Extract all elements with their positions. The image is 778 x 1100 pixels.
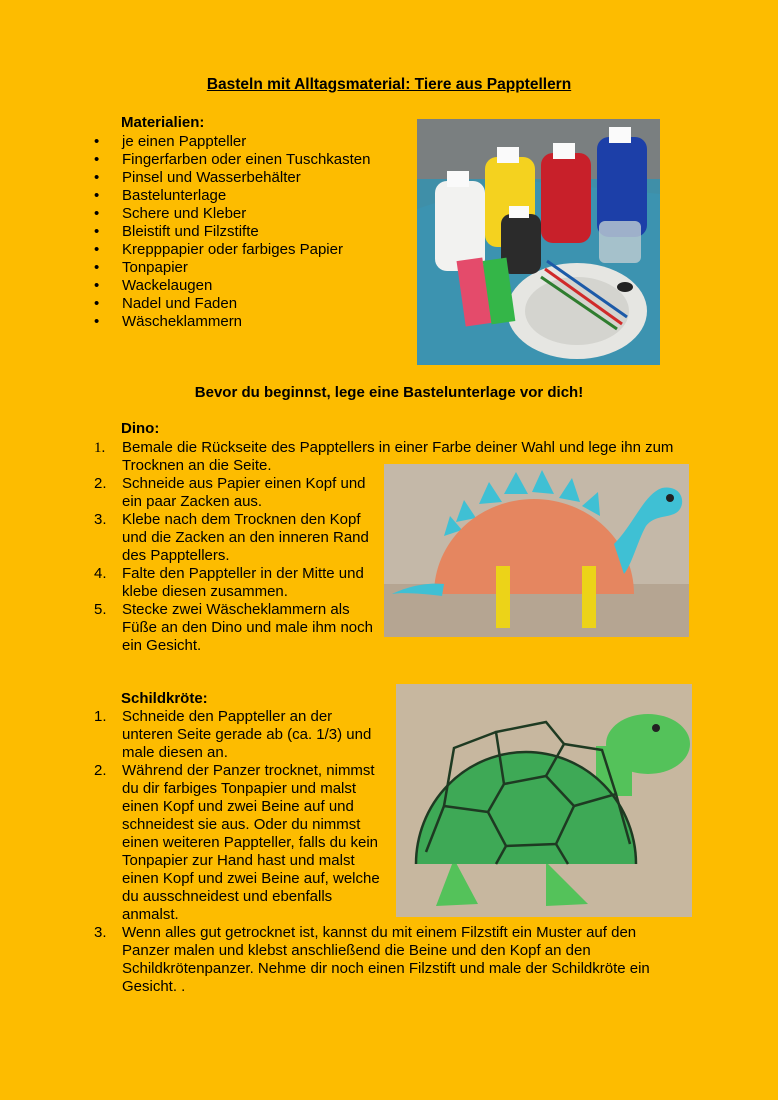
step-text: Klebe nach dem Trocknen den Kopf und die Zacken an den inneren Rand des Papptellers. <box>122 511 369 564</box>
material-item <box>94 241 414 259</box>
step-number: 3. <box>94 924 107 941</box>
step-text: Schneide aus Papier einen Kopf und ein paar Zacken aus. <box>122 475 366 510</box>
bullet-icon: • <box>94 313 100 330</box>
material-item <box>94 133 414 151</box>
dino-step <box>94 475 384 511</box>
material-item <box>94 151 414 169</box>
material-label: Nadel und Faden <box>122 295 238 312</box>
dino-step <box>94 511 384 565</box>
dino-step <box>94 601 384 655</box>
material-label: Wäscheklammern <box>122 313 243 330</box>
turtle-step <box>94 762 380 924</box>
material-item <box>94 313 414 331</box>
material-item <box>94 205 414 223</box>
material-label: Schere und Kleber <box>122 205 247 222</box>
step-number: 2. <box>94 475 107 492</box>
material-label: je einen Pappteller <box>122 133 247 150</box>
preparation-note: Bevor du beginnst, lege eine Bastelunterlage vor dich! <box>194 384 584 401</box>
material-item <box>94 169 414 187</box>
material-label: Pinsel und Wasserbehälter <box>122 169 301 186</box>
bullet-icon: • <box>94 169 100 186</box>
material-label: Bastelunterlage <box>122 187 227 204</box>
dino-step <box>94 565 384 601</box>
materials-heading: Materialien: <box>121 114 205 131</box>
bullet-icon: • <box>94 241 100 258</box>
material-item <box>94 187 414 205</box>
material-label: Fingerfarben oder einen Tuschkasten <box>122 151 371 168</box>
step-text: Während der Panzer trocknet, nimmst du dir farbiges Tonpapier und malst einen Kopf und zwei Beine auf und schneidest sie aus. Oder du nimmst einen weiteren Pappteller, falls du kein Tonpapier zur Hand hast und malst einen Kopf und zwei Beine auf, welche du ausschneidest und ebenfalls anmalst. <box>122 762 380 923</box>
material-label: Tonpapier <box>122 259 188 276</box>
materials-list <box>94 133 414 331</box>
turtle-photo <box>396 684 692 917</box>
bullet-icon: • <box>94 205 100 222</box>
bullet-icon: • <box>94 187 100 204</box>
material-item <box>94 295 414 313</box>
step-number: 4. <box>94 565 107 582</box>
step-number: 3. <box>94 511 107 528</box>
bullet-icon: • <box>94 151 100 168</box>
dino-photo <box>384 464 689 637</box>
bullet-icon: • <box>94 223 100 240</box>
bullet-icon: • <box>94 133 100 150</box>
materials-photo <box>417 119 660 365</box>
material-label: Krepppapier oder farbiges Papier <box>122 241 343 258</box>
material-label: Bleistift und Filzstifte <box>122 223 259 240</box>
turtle-step <box>94 708 382 762</box>
turtle-step <box>94 924 682 996</box>
turtle-heading: Schildkröte: <box>121 690 208 707</box>
step-text: Schneide den Pappteller an der unteren Seite gerade ab (ca. 1/3) und male diesen an. <box>122 708 372 761</box>
step-text: Falte den Pappteller in der Mitte und klebe diesen zusammen. <box>122 565 364 600</box>
step-number: 1. <box>94 440 106 456</box>
step-number: 5. <box>94 601 107 618</box>
material-item <box>94 223 414 241</box>
step-text: Bemale die Rückseite des Papptellers in einer Farbe deiner Wahl und lege ihn zum Trocknen an die Seite. <box>122 439 674 474</box>
bullet-icon: • <box>94 277 100 294</box>
step-text: Stecke zwei Wäscheklammern als Füße an den Dino und male ihm noch ein Gesicht. <box>122 601 373 654</box>
page-title: Basteln mit Alltagsmaterial: Tiere aus Papptellern <box>206 76 572 93</box>
step-number: 1. <box>94 708 107 725</box>
material-item <box>94 277 414 295</box>
material-label: Wackelaugen <box>122 277 213 294</box>
material-item <box>94 259 414 277</box>
step-number: 2. <box>94 762 107 779</box>
dino-heading: Dino: <box>121 420 160 437</box>
bullet-icon: • <box>94 295 100 312</box>
bullet-icon: • <box>94 259 100 276</box>
step-text: Wenn alles gut getrocknet ist, kannst du mit einem Filzstift ein Muster auf den Panzer malen und klebst anschließend die Beine und den Kopf an den Schildkrötenpanzer. Nehme dir noch einen Filzstift und male der Schildkröte ein Gesicht. . <box>122 924 650 995</box>
